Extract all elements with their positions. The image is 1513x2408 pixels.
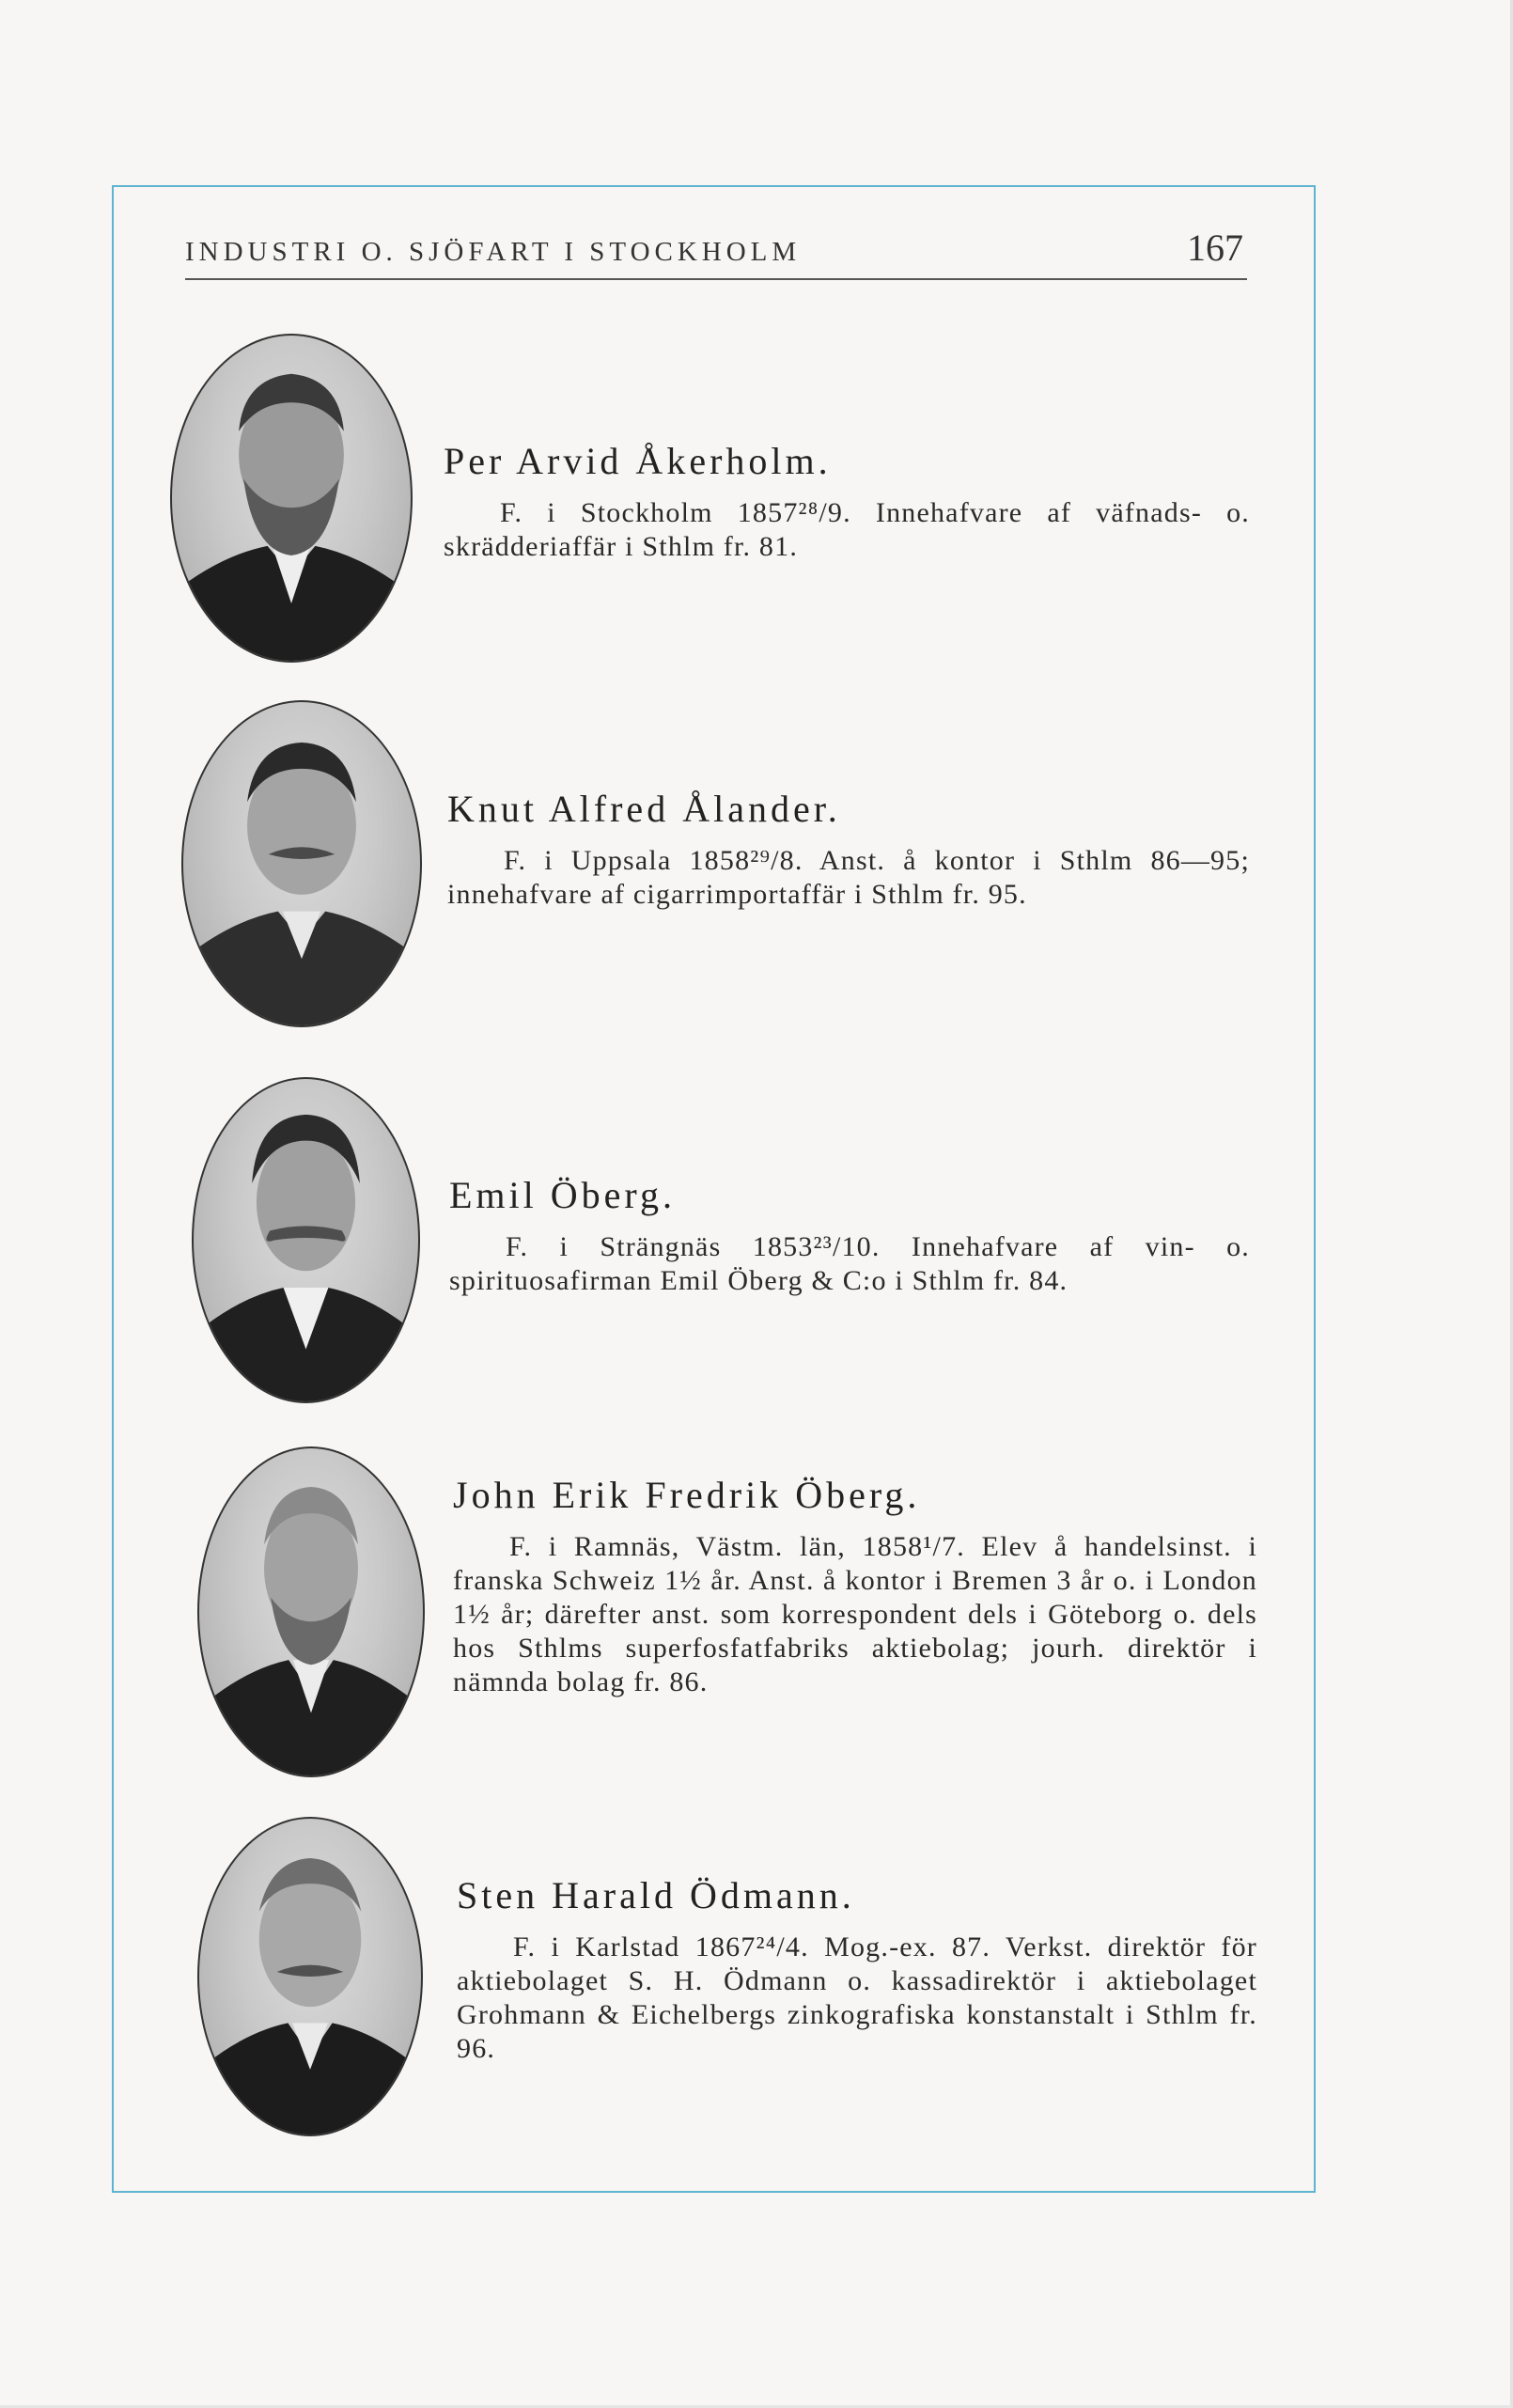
portrait-3 [192, 1077, 420, 1403]
portrait-1 [170, 334, 413, 663]
entry-5 [457, 1873, 1257, 2066]
portrait-2 [181, 700, 422, 1027]
running-header [185, 226, 1247, 280]
entry-name: John Erik Fredrik Öberg. [453, 1474, 921, 1516]
portrait-5 [197, 1817, 423, 2136]
entry-4 [453, 1473, 1257, 1699]
entry-name: Sten Harald Ödmann. [457, 1874, 855, 1916]
entry-2 [447, 787, 1250, 912]
running-title: INDUSTRI O. SJÖFART I STOCKHOLM [185, 237, 802, 267]
entry-bio: F. i Uppsala 1858²⁹/8. Anst. å kontor i Sthlm 86—95; innehafvare af cigarrimportaffär i Sthlm fr. 95. [447, 845, 1250, 910]
entry-1 [444, 439, 1250, 564]
entry-bio: F. i Stockholm 1857²⁸/9. Innehafvare af väfnads- o. skrädderiaffär i Sthlm fr. 81. [444, 497, 1250, 562]
entry-bio: F. i Strängnäs 1853²³/10. Innehafvare af vin- o. spirituosafirman Emil Öberg & C:o i Sthlm fr. 84. [449, 1231, 1250, 1296]
entry-3 [449, 1173, 1250, 1298]
entry-name: Emil Öberg. [449, 1174, 677, 1216]
entry-bio: F. i Karlstad 1867²⁴/4. Mog.-ex. 87. Verkst. direktör för aktiebolaget S. H. Ödmann o. kassadirektör i aktiebolaget Grohmann & Eichelbergs zinkografiska konstanstalt i Sthlm fr. 96. [457, 1931, 1257, 2064]
entry-name: Per Arvid Åkerholm. [444, 440, 832, 482]
entry-name: Knut Alfred Ålander. [447, 788, 841, 830]
entry-bio: F. i Ramnäs, Västm. län, 1858¹/7. Elev å handelsinst. i franska Schweiz 1½ år. Anst. å kontor i Bremen 3 år o. i London 1½ år; därefter anst. som korrespondent dels i Göteborg o. dels hos Sthlms superfosfatfabriks aktiebolag; jourh. direktör i nämnda bolag fr. 86. [453, 1531, 1257, 1697]
portrait-4 [197, 1446, 425, 1777]
page-number: 167 [1187, 227, 1243, 269]
